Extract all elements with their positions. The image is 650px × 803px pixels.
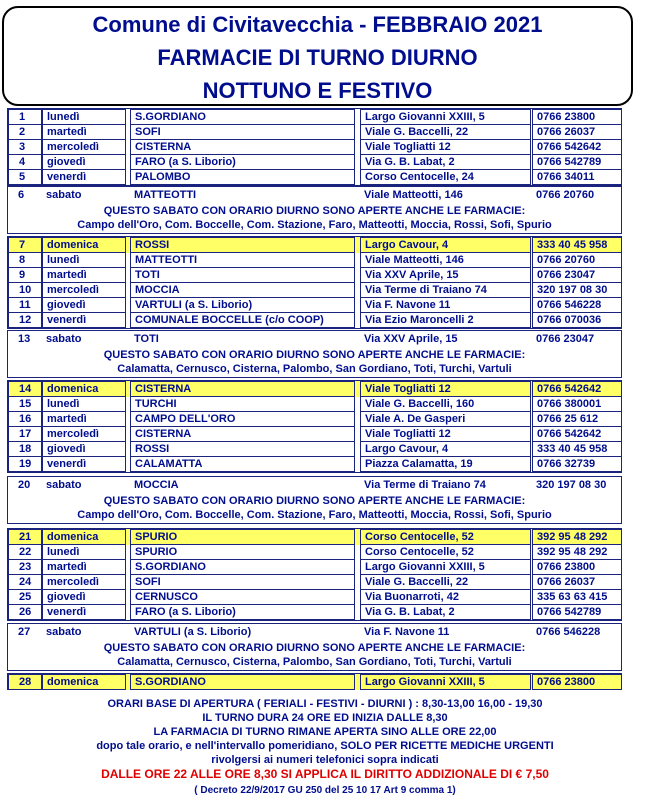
pharmacy-phone: 335 63 63 415 (532, 589, 622, 605)
weekday: sabato (46, 626, 82, 638)
pharmacy-name: SPURIO (130, 529, 355, 545)
pharmacy-address: Viale G. Baccelli, 22 (360, 124, 531, 140)
weekday: giovedì (42, 297, 126, 313)
pharmacy-address: Largo Giovanni XXIII, 5 (360, 674, 531, 690)
pharmacy-address: Viale Togliatti 12 (360, 139, 531, 155)
table-row (8, 109, 621, 125)
table-row (8, 267, 621, 283)
table-row (8, 604, 621, 620)
pharmacy-name: VARTULI (a S. Liborio) (130, 297, 355, 313)
phone-note: rivolgersi ai numeri telefonici sopra indicati (211, 754, 439, 766)
day-number: 27 (18, 626, 31, 638)
surcharge-note: DALLE ORE 22 ALLE ORE 8,30 SI APPLICA IL DIRITTO ADDIZIONALE DI € 7,50 (101, 767, 549, 781)
pharmacy-phone: 0766 546228 (532, 297, 622, 313)
weekday: sabato (46, 479, 82, 491)
weekday: giovedì (42, 589, 126, 605)
pharmacy-name: MATTEOTTI (134, 189, 197, 201)
sunday-row (8, 381, 621, 397)
pharmacy-address: Viale Togliatti 12 (360, 426, 531, 442)
pharmacy-name: VARTULI (a S. Liborio) (134, 626, 252, 638)
shift-duration: IL TURNO DURA 24 ORE ED INIZIA DALLE 8,30 (202, 712, 448, 724)
day-number: 9 (8, 267, 42, 283)
pharmacy-address: Corso Centocelle, 52 (360, 544, 531, 560)
weekday: mercoledì (42, 574, 126, 590)
weekday: venerdì (42, 456, 126, 472)
pharmacy-name: ROSSI (130, 237, 355, 253)
weekday: sabato (46, 333, 82, 345)
pharmacy-name: MOCCIA (130, 282, 355, 298)
pharmacy-name: ROSSI (130, 441, 355, 457)
pharmacy-address: Via Terme di Traiano 74 (360, 282, 531, 298)
table-row (8, 478, 621, 494)
pharmacy-name: FARO (a S. Liborio) (130, 604, 355, 620)
pharmacy-address: Corso Centocelle, 52 (360, 529, 531, 545)
week-2-block (7, 236, 622, 329)
day-number: 15 (8, 396, 42, 412)
table-row (8, 456, 621, 472)
day-number: 25 (8, 589, 42, 605)
page-subtitle: FARMACIE DI TURNO DIURNO (157, 45, 478, 70)
weekday: domenica (42, 674, 126, 690)
table-row (8, 139, 621, 155)
opening-hours: ORARI BASE DI APERTURA ( FERIALI - FESTIVI - DIURNI ) : 8,30-13,00 16,00 - 19,30 (107, 698, 543, 710)
day-number: 1 (8, 109, 42, 125)
saturday-note-heading: QUESTO SABATO CON ORARIO DIURNO SONO APERTE ANCHE LE FARMACIE: (103, 495, 526, 507)
saturday-note-list: Calamatta, Cernusco, Cisterna, Palombo, San Gordiano, Toti, Turchi, Vartuli (117, 656, 512, 668)
table-row (8, 441, 621, 457)
pharmacy-name: S.GORDIANO (130, 674, 355, 690)
pharmacy-address: Viale A. De Gasperi (360, 411, 531, 427)
pharmacy-address: Largo Cavour, 4 (360, 237, 531, 253)
page-title: Comune di Civitavecchia - FEBBRAIO 2021 (92, 12, 543, 37)
pharmacy-name: PALOMBO (130, 169, 355, 185)
day-number: 12 (8, 312, 42, 328)
pharmacy-name: MOCCIA (134, 479, 179, 491)
weekday: martedì (42, 267, 126, 283)
week-3-block (7, 380, 622, 473)
pharmacy-phone: 0766 23800 (532, 674, 622, 690)
weekday: mercoledì (42, 426, 126, 442)
pharmacy-phone: 333 40 45 958 (532, 441, 622, 457)
pharmacy-phone: 0766 542789 (532, 154, 622, 170)
pharmacy-address: Via G. B. Labat, 2 (360, 154, 531, 170)
day-number: 7 (8, 237, 42, 253)
pharmacy-phone: 0766 32739 (532, 456, 622, 472)
sunday-row (8, 529, 621, 545)
page-subtitle-2: NOTTUNO E FESTIVO (202, 78, 433, 103)
day-number: 14 (8, 381, 42, 397)
pharmacy-address: Via XXV Aprile, 15 (360, 267, 531, 283)
weekday: giovedì (42, 441, 126, 457)
pharmacy-name: COMUNALE BOCCELLE (c/o COOP) (130, 312, 355, 328)
saturday-note-heading: QUESTO SABATO CON ORARIO DIURNO SONO APERTE ANCHE LE FARMACIE: (103, 642, 526, 654)
pharmacy-address: Viale Matteotti, 146 (360, 252, 531, 268)
table-row (8, 154, 621, 170)
day-number: 24 (8, 574, 42, 590)
sunday-row (8, 237, 621, 253)
pharmacy-phone: 0766 20760 (532, 252, 622, 268)
weekday: mercoledì (42, 139, 126, 155)
pharmacy-phone: 0766 23800 (532, 109, 622, 125)
pharmacy-name: TOTI (134, 333, 159, 345)
urgent-note: dopo tale orario, e nell'intervallo pomeridiano, SOLO PER RICETTE MEDICHE URGENTI (96, 740, 554, 752)
pharmacy-phone: 0766 23047 (532, 267, 622, 283)
weekday: martedì (42, 124, 126, 140)
saturday-note-list: Campo dell'Oro, Com. Boccelle, Com. Stazione, Faro, Matteotti, Moccia, Rossi, Sofi, Spurio (77, 509, 552, 521)
table-row (8, 574, 621, 590)
weekday: martedì (42, 559, 126, 575)
weekday: giovedì (42, 154, 126, 170)
day-number: 6 (18, 189, 25, 201)
day-number: 26 (8, 604, 42, 620)
pharmacy-name: CALAMATTA (130, 456, 355, 472)
day-number: 2 (8, 124, 42, 140)
pharmacy-phone: 0766 546228 (536, 626, 601, 638)
pharmacy-name: SOFI (130, 124, 355, 140)
pharmacy-address: Viale G. Baccelli, 160 (360, 396, 531, 412)
pharmacy-name: TOTI (130, 267, 355, 283)
pharmacy-phone: 0766 542789 (532, 604, 622, 620)
shift-closing: LA FARMACIA DI TURNO RIMANE APERTA SINO ALLE ORE 22,00 (153, 726, 497, 738)
weekday: domenica (42, 237, 126, 253)
pharmacy-name: CISTERNA (130, 139, 355, 155)
pharmacy-address: Via Ezio Maroncelli 2 (360, 312, 531, 328)
pharmacy-name: CISTERNA (130, 426, 355, 442)
pharmacy-address: Viale G. Baccelli, 22 (360, 574, 531, 590)
pharmacy-name: SOFI (130, 574, 355, 590)
day-number: 19 (8, 456, 42, 472)
day-number: 4 (8, 154, 42, 170)
day-number: 8 (8, 252, 42, 268)
table-row (8, 426, 621, 442)
day-number: 23 (8, 559, 42, 575)
day-number: 22 (8, 544, 42, 560)
table-row (8, 544, 621, 560)
pharmacy-address: Via Terme di Traiano 74 (364, 479, 486, 491)
saturday-note-heading: QUESTO SABATO CON ORARIO DIURNO SONO APERTE ANCHE LE FARMACIE: (103, 349, 526, 361)
pharmacy-phone: 392 95 48 292 (532, 529, 622, 545)
day-number: 10 (8, 282, 42, 298)
pharmacy-address: Largo Cavour, 4 (360, 441, 531, 457)
pharmacy-address: Largo Giovanni XXIII, 5 (360, 559, 531, 575)
week-1-block (7, 108, 622, 186)
table-row (8, 625, 621, 641)
weekday: mercoledì (42, 282, 126, 298)
pharmacy-phone: 0766 25 612 (532, 411, 622, 427)
weekday: sabato (46, 189, 82, 201)
day-number: 3 (8, 139, 42, 155)
table-row (8, 282, 621, 298)
pharmacy-phone: 0766 34011 (532, 169, 622, 185)
weekday: venerdì (42, 604, 126, 620)
sunday-28-block (7, 673, 622, 690)
pharmacy-name: CISTERNA (130, 381, 355, 397)
pharmacy-phone: 0766 542642 (532, 139, 622, 155)
weekday: domenica (42, 529, 126, 545)
pharmacy-name: FARO (a S. Liborio) (130, 154, 355, 170)
day-number: 13 (18, 333, 31, 345)
pharmacy-name: S.GORDIANO (130, 109, 355, 125)
weekday: domenica (42, 381, 126, 397)
pharmacy-name: S.GORDIANO (130, 559, 355, 575)
pharmacy-address: Via F. Navone 11 (364, 626, 450, 638)
pharmacy-phone: 392 95 48 292 (532, 544, 622, 560)
pharmacy-phone: 0766 23800 (532, 559, 622, 575)
pharmacy-address: Via Buonarroti, 42 (360, 589, 531, 605)
page-header (2, 6, 633, 106)
table-row (8, 124, 621, 140)
week-4-block (7, 528, 622, 621)
table-row (8, 396, 621, 412)
table-row (8, 332, 621, 348)
pharmacy-name: MATTEOTTI (130, 252, 355, 268)
pharmacy-phone: 0766 23047 (536, 333, 595, 345)
pharmacy-address: Corso Centocelle, 24 (360, 169, 531, 185)
weekday: venerdì (42, 169, 126, 185)
day-number: 17 (8, 426, 42, 442)
day-number: 28 (8, 674, 42, 690)
day-number: 18 (8, 441, 42, 457)
weekday: lunedì (42, 396, 126, 412)
pharmacy-phone: 320 197 08 30 (532, 282, 622, 298)
table-row (8, 297, 621, 313)
pharmacy-phone: 0766 380001 (532, 396, 622, 412)
pharmacy-address: Viale Matteotti, 146 (364, 189, 463, 201)
day-number: 16 (8, 411, 42, 427)
sunday-row (8, 674, 621, 690)
pharmacy-phone: 333 40 45 958 (532, 237, 622, 253)
day-number: 21 (8, 529, 42, 545)
pharmacy-name: CAMPO DELL'ORO (130, 411, 355, 427)
pharmacy-name: TURCHI (130, 396, 355, 412)
pharmacy-phone: 0766 26037 (532, 574, 622, 590)
pharmacy-address: Via F. Navone 11 (360, 297, 531, 313)
pharmacy-address: Via G. B. Labat, 2 (360, 604, 531, 620)
weekday: lunedì (42, 544, 126, 560)
pharmacy-phone: 0766 542642 (532, 381, 622, 397)
day-number: 11 (8, 297, 42, 313)
table-row (8, 411, 621, 427)
table-row (8, 252, 621, 268)
table-row (8, 559, 621, 575)
pharmacy-name: CERNUSCO (130, 589, 355, 605)
decree-reference: ( Decreto 22/9/2017 GU 250 del 25 10 17 Art 9 comma 1) (194, 785, 456, 796)
table-row (8, 188, 621, 204)
table-row (8, 589, 621, 605)
weekday: lunedì (42, 109, 126, 125)
saturday-note-heading: QUESTO SABATO CON ORARIO DIURNO SONO APERTE ANCHE LE FARMACIE: (103, 205, 526, 217)
pharmacy-name: SPURIO (130, 544, 355, 560)
table-row (8, 312, 621, 328)
pharmacy-phone: 0766 542642 (532, 426, 622, 442)
pharmacy-phone: 320 197 08 30 (536, 479, 607, 491)
saturday-20-block (7, 476, 622, 524)
pharmacy-phone: 0766 26037 (532, 124, 622, 140)
weekday: martedì (42, 411, 126, 427)
pharmacy-address: Largo Giovanni XXIII, 5 (360, 109, 531, 125)
day-number: 5 (8, 169, 42, 185)
pharmacy-address: Via XXV Aprile, 15 (364, 333, 458, 345)
saturday-27-block (7, 623, 622, 671)
saturday-note-list: Calamatta, Cernusco, Cisterna, Palombo, San Gordiano, Toti, Turchi, Vartuli (117, 363, 512, 375)
weekday: lunedì (42, 252, 126, 268)
pharmacy-phone: 0766 20760 (536, 189, 595, 201)
saturday-6-block (7, 186, 622, 234)
weekday: venerdì (42, 312, 126, 328)
pharmacy-phone: 0766 070036 (532, 312, 622, 328)
saturday-13-block (7, 330, 622, 378)
saturday-note-list: Campo dell'Oro, Com. Boccelle, Com. Stazione, Faro, Matteotti, Moccia, Rossi, Sofi, Spurio (77, 219, 552, 231)
day-number: 20 (18, 479, 31, 491)
pharmacy-address: Piazza Calamatta, 19 (360, 456, 531, 472)
pharmacy-address: Viale Togliatti 12 (360, 381, 531, 397)
table-row (8, 169, 621, 185)
